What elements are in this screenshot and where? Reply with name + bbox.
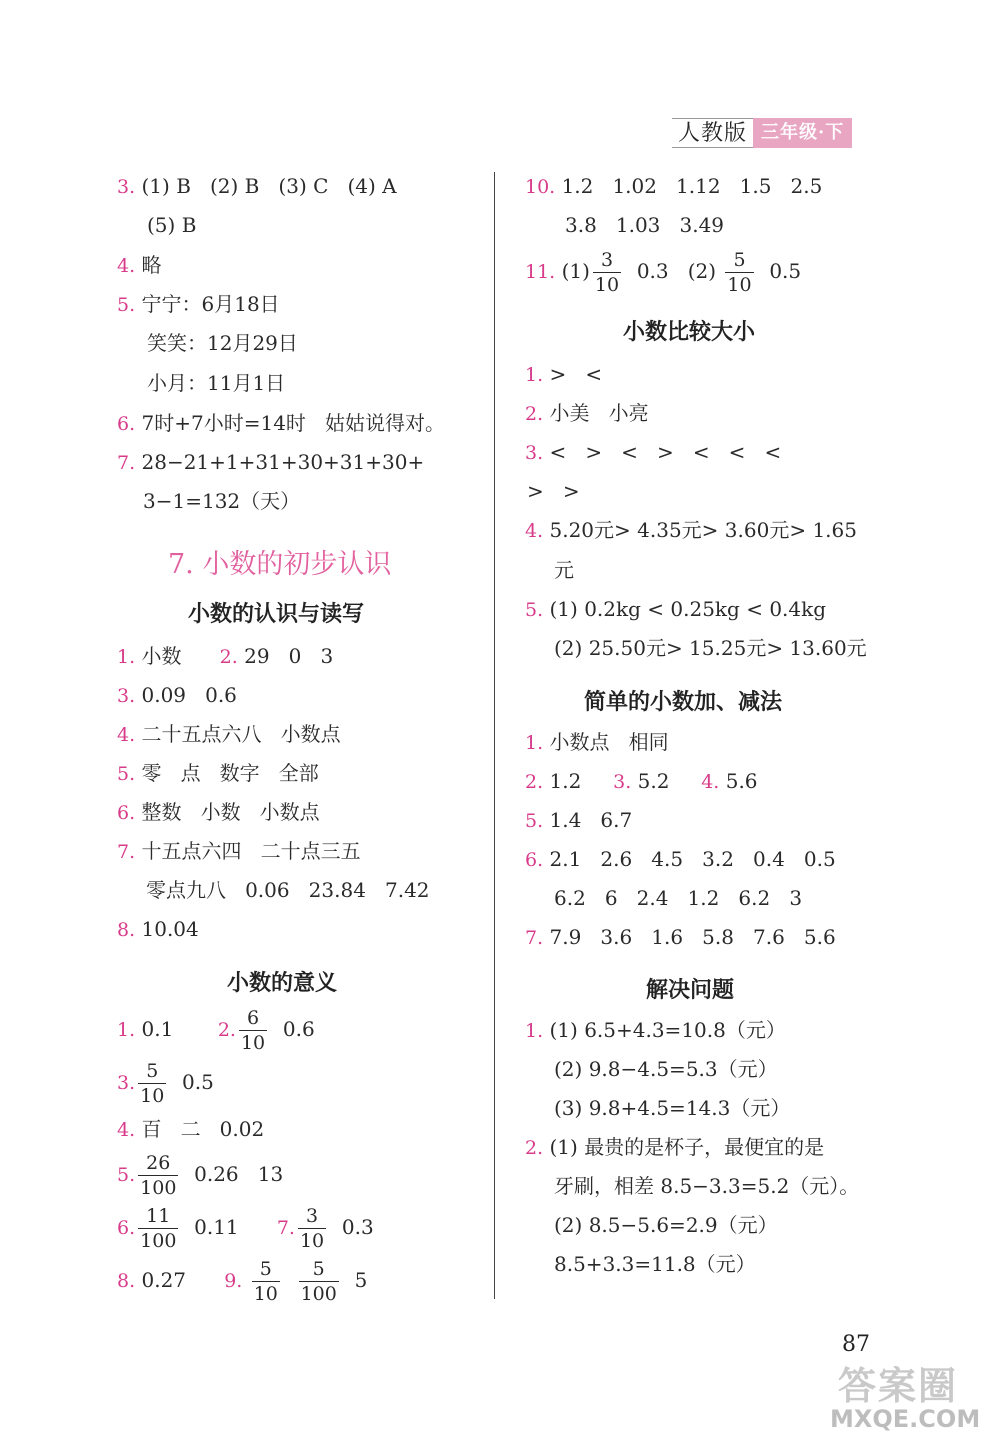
grade-label: 三年级·下 (753, 118, 852, 148)
edition-label: 人教版 (672, 118, 753, 148)
fraction: $\frac{5}{10}$ (140, 1060, 165, 1107)
section4-answer-7: 7. 7.9 3.6 1.6 5.8 7.6 5.6 (525, 925, 836, 949)
section3-answer-3-line-1: 3. < > < > < < < (525, 440, 782, 464)
section5-answer-1-line-1: 1. (1) 6.5+4.3=10.8（元） (525, 1018, 786, 1042)
section2-answer-1-2: 1. 0.1 2. $\frac{6}{10}$ 0.6 (117, 1007, 315, 1054)
section3-answer-3-line-2: > > (527, 479, 580, 503)
section5-answer-1-line-2: (2) 9.8−4.5=5.3（元） (554, 1057, 778, 1081)
watermark-text: 答案圈 (838, 1364, 959, 1408)
section-title-reading-writing: 小数的认识与读写 (188, 602, 365, 627)
section1-answer-7-line-2: 零点九八 0.06 23.84 7.42 (146, 878, 430, 902)
section2-answer-5: 5. $\frac{26}{100}$ 0.26 13 (117, 1152, 284, 1199)
section4-answer-6-line-1: 6. 2.1 2.6 4.5 3.2 0.4 0.5 (525, 847, 836, 871)
fraction: $\frac{11}{100}$ (140, 1205, 177, 1252)
answer-7-line-2: 3−1=132（天） (143, 489, 301, 513)
section3-answer-4-line-1: 4. 5.20元> 4.35元> 3.60元> 1.65 (525, 518, 857, 542)
section5-answer-2-line-2: 牙刷，相差 8.5−3.3=5.2（元）。 (554, 1174, 860, 1198)
section-title-meaning: 小数的意义 (227, 971, 338, 996)
fraction: $\frac{26}{100}$ (140, 1152, 177, 1199)
fraction: $\frac{3}{10}$ (594, 249, 620, 296)
section1-answer-4: 4. 二十五点六八 小数点 (117, 722, 341, 746)
answer-5-line-2: 笑笑：12月29日 (147, 331, 298, 355)
section3-answer-2: 2. 小美 小亮 (525, 401, 649, 425)
section1-answer-6: 6. 整数 小数 小数点 (117, 800, 320, 824)
section3-answer-5-line-1: 5. (1) 0.2kg < 0.25kg < 0.4kg (525, 597, 827, 621)
section-title-add-subtract: 简单的小数加、减法 (584, 690, 783, 715)
section1-answer-7-line-1: 7. 十五点六四 二十点三五 (117, 839, 361, 863)
answer-5-line-1: 5. 宁宁：6月18日 (117, 292, 280, 316)
section4-answer-1: 1. 小数点 相同 (525, 730, 669, 754)
answer-10-line-2: 3.8 1.03 3.49 (565, 213, 725, 237)
section5-answer-2-line-4: 8.5+3.3=11.8（元） (554, 1252, 756, 1276)
answer-7-line-1: 7. 28−21+1+31+30+31+30+ (117, 450, 425, 474)
fraction: $\frac{5}{10}$ (253, 1258, 278, 1305)
section1-answer-3: 3. 0.09 0.6 (117, 683, 237, 707)
section-title-compare: 小数比较大小 (623, 320, 756, 345)
answer-11: 11. (1) $\frac{3}{10}$ 0.3 (2) $\frac{5}{10}$ 0.5 (525, 249, 802, 296)
answer-4: 4. 略 (117, 253, 162, 277)
section2-answer-8-9: 8. 0.27 9. $\frac{5}{10}$ $\frac{5}{100}$ 5 (117, 1258, 368, 1305)
section5-answer-1-line-3: (3) 9.8+4.5=14.3（元） (554, 1096, 791, 1120)
section-title-problem-solving: 解决问题 (646, 978, 735, 1003)
section3-answer-1: 1. > < (525, 362, 603, 386)
edition-header (672, 118, 852, 148)
section3-answer-4-line-2: 元 (554, 558, 574, 582)
section3-answer-5-line-2: (2) 25.50元> 15.25元> 13.60元 (554, 636, 867, 660)
fraction: $\frac{5}{100}$ (300, 1258, 337, 1305)
fraction: $\frac{5}{10}$ (727, 249, 752, 296)
answer-3-line-2: (5) B (147, 213, 197, 237)
section4-answer-5: 5. 1.4 6.7 (525, 808, 633, 832)
answer-3-line-1: 3. (1) B (2) B (3) C (4) A (117, 174, 397, 198)
section1-answer-1-2: 1. 小数 2. 29 0 3 (117, 644, 334, 668)
section4-answer-6-line-2: 6.2 6 2.4 1.2 6.2 3 (554, 886, 803, 910)
section1-answer-8: 8. 10.04 (117, 917, 199, 941)
section1-answer-5: 5. 零 点 数字 全部 (117, 761, 319, 785)
answer-10-line-1: 10. 1.2 1.02 1.12 1.5 2.5 (525, 174, 823, 198)
answer-6: 6. 7时+7小时=14时 姑姑说得对。 (117, 411, 445, 435)
section5-answer-2-line-1: 2. (1) 最贵的是杯子，最便宜的是 (525, 1135, 825, 1159)
section2-answer-4: 4. 百 二 0.02 (117, 1117, 265, 1141)
page-number: 87 (842, 1332, 870, 1357)
section5-answer-2-line-3: (2) 8.5−5.6=2.9（元） (554, 1213, 778, 1237)
answer-5-line-3: 小月：11月1日 (147, 371, 286, 395)
fraction: $\frac{6}{10}$ (240, 1007, 266, 1054)
column-divider (494, 172, 495, 1299)
fraction: $\frac{3}{10}$ (299, 1205, 325, 1252)
chapter-title: 7. 小数的初步认识 (168, 549, 392, 580)
watermark-logo (830, 1353, 1000, 1441)
section2-answer-6-7: 6. $\frac{11}{100}$ 0.11 7. $\frac{3}{10}$ 0.3 (117, 1205, 374, 1252)
watermark-url: MXQE.COM (830, 1405, 981, 1433)
section2-answer-3: 3. $\frac{5}{10}$ 0.5 (117, 1060, 214, 1107)
section4-answer-2-4: 2. 1.2 3. 5.2 4. 5.6 (525, 769, 758, 793)
